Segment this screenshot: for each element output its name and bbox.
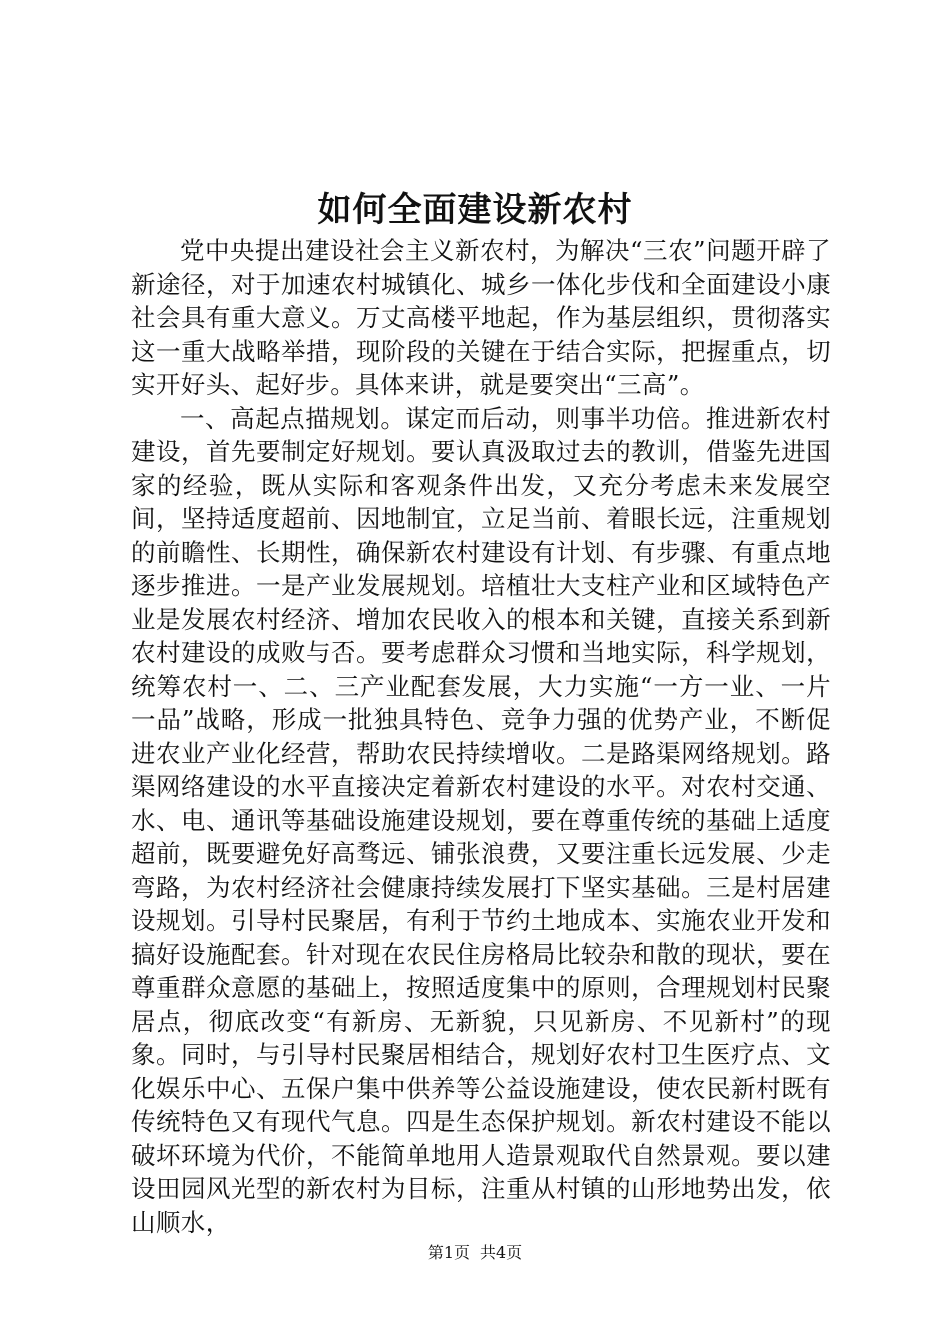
paragraph-section-one: 一、高起点描规划。谋定而后动，则事半功倍。推进新农村建设，首先要制定好规划。要认真汲取过去的教训，借鉴先进国家的经验，既从实际和客观条件出发，又充分考虑未来发展空间，坚持适度超前、因地制宜，立足当前、着眼长远，注重规划的前瞻性、长期性，确保新农村建设有计划、有步骤、有重点地逐步推进。一是产业发展规划。培植壮大支柱产业和区域特色产业是发展农村经济、增加农民收入的根本和关键，直接关系到新农村建设的成败与否。要考虑群众习惯和当地实际，科学规划，统筹农村一、二、三产业配套发展，大力实施“一方一业、一片一品”战略，形成一批独具特色、竞争力强的优势产业，不断促进农业产业化经营，帮助农民持续增收。二是路渠网络规划。路渠网络建设的水平直接决定着新农村建设的水平。对农村交通、水、电、通讯等基础设施建设规划，要在尊重传统的基础上适度超前，既要避免好高骛远、铺张浪费，又要注重长远发展、少走弯路，为农村经济社会健康持续发展打下坚实基础。三是村居建设规划。引导村民聚居，有利于节约土地成本、实施农业开发和搞好设施配套。针对现在农民住房格局比较杂和散的现状，要在尊重群众意愿的基础上，按照适度集中的原则，合理规划村民聚居点，彻底改变“有新房、无新貌，只见新房、不见新村”的现象。同时，与引导村民聚居相结合，规划好农村卫生医疗点、文化娱乐中心、五保户集中供养等公益设施建设，使农民新村既有传统特色又有现代气息。四是生态保护规划。新农村建设不能以破坏环境为代价，不能简单地用人造景观取代自然景观。要以建设田园风光型的新农村为目标，注重从村镇的山形地势出发，依山顺水， xyxy=(131,403,831,1237)
page-footer xyxy=(0,1241,950,1265)
page-total: 共4页 xyxy=(480,1243,523,1262)
document-body xyxy=(131,234,831,1239)
paragraph-intro: 党中央提出建设社会主义新农村，为解决“三农”问题开辟了新途径，对于加速农村城镇化、城乡一体化步伐和全面建设小康社会具有重大意义。万丈高楼平地起，作为基层组织，贯彻落实这一重大战略举措，现阶段的关键在于结合实际，把握重点，切实开好头、起好步。具体来讲，就是要突出“三高”。 xyxy=(131,236,831,399)
document-title: 如何全面建设新农村 xyxy=(317,190,633,230)
page-number: 第1页 xyxy=(427,1243,470,1262)
